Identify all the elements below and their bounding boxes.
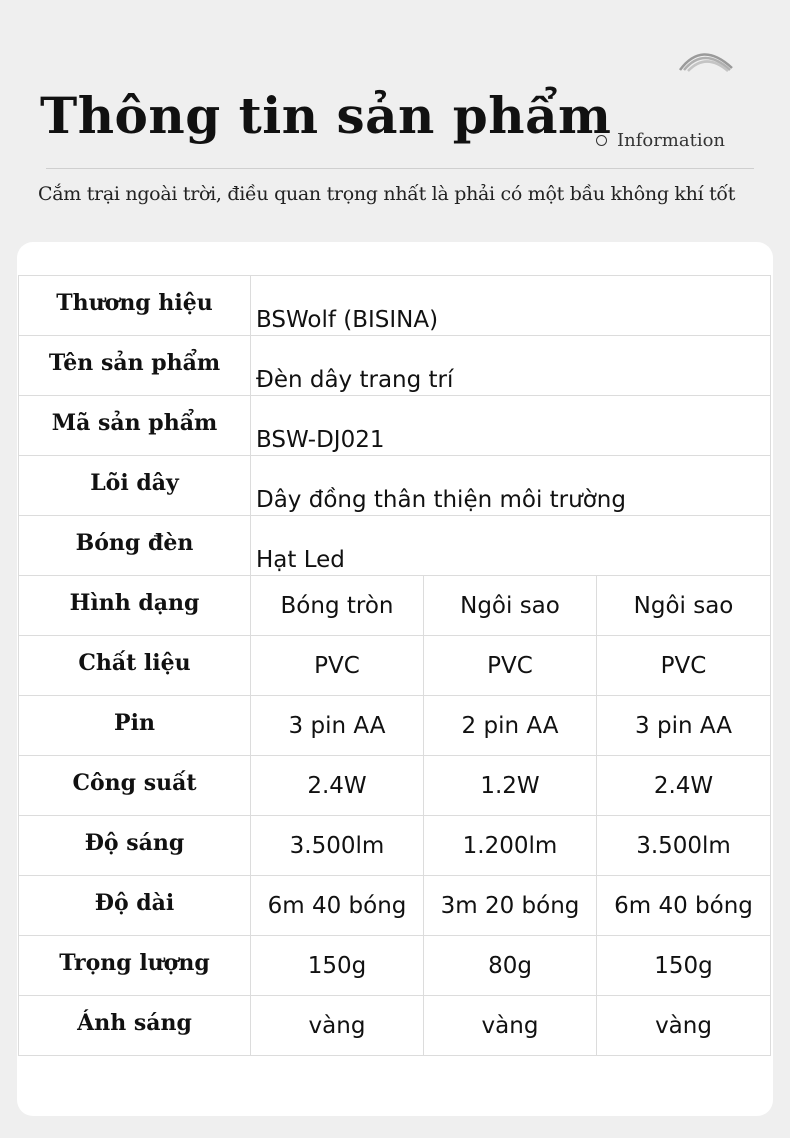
cell-value: PVC (424, 636, 597, 696)
cell-value: 150g (597, 936, 771, 996)
circle-icon (596, 135, 607, 146)
cell-value: PVC (597, 636, 771, 696)
page-title: Thông tin sản phẩm (40, 86, 612, 145)
row-label: Trọng lượng (19, 936, 251, 996)
row-label: Độ sáng (19, 816, 251, 876)
cell-value: Ngôi sao (597, 576, 771, 636)
cell-value: 150g (251, 936, 424, 996)
header-divider (46, 168, 754, 169)
table-row (19, 996, 771, 1056)
cell-value: 3 pin AA (251, 696, 424, 756)
cell-value: Bóng tròn (251, 576, 424, 636)
table-row (19, 696, 771, 756)
cell-value: 1.200lm (424, 816, 597, 876)
table-row (19, 456, 771, 516)
row-value: Đèn dây trang trí (251, 336, 771, 396)
cell-value: vàng (597, 996, 771, 1056)
row-label: Độ dài (19, 876, 251, 936)
table-row (19, 936, 771, 996)
subtitle: Cắm trại ngoài trời, điều quan trọng nhất là phải có một bầu không khí tốt (38, 183, 736, 205)
row-label: Lõi dây (19, 456, 251, 516)
information-tag (596, 130, 725, 151)
row-label: Ánh sáng (19, 996, 251, 1056)
cell-value: 3.500lm (251, 816, 424, 876)
table-row (19, 756, 771, 816)
cell-value: 2.4W (251, 756, 424, 816)
table-row (19, 636, 771, 696)
wave-logo-icon (678, 40, 734, 74)
row-label: Pin (19, 696, 251, 756)
table-row (19, 816, 771, 876)
cell-value: 2.4W (597, 756, 771, 816)
row-label: Thương hiệu (19, 276, 251, 336)
row-value: BSW-DJ021 (251, 396, 771, 456)
row-label: Chất liệu (19, 636, 251, 696)
cell-value: 3.500lm (597, 816, 771, 876)
cell-value: 3 pin AA (597, 696, 771, 756)
cell-value: Ngôi sao (424, 576, 597, 636)
row-value: Hạt Led (251, 516, 771, 576)
table-row (19, 876, 771, 936)
cell-value: 2 pin AA (424, 696, 597, 756)
cell-value: vàng (424, 996, 597, 1056)
row-label: Hình dạng (19, 576, 251, 636)
table-row (19, 576, 771, 636)
table-row (19, 276, 771, 336)
cell-value: 1.2W (424, 756, 597, 816)
table-row (19, 516, 771, 576)
cell-value: 6m 40 bóng (597, 876, 771, 936)
row-label: Bóng đèn (19, 516, 251, 576)
cell-value: PVC (251, 636, 424, 696)
information-label: Information (617, 130, 726, 151)
cell-value: 6m 40 bóng (251, 876, 424, 936)
row-value: Dây đồng thân thiện môi trường (251, 456, 771, 516)
row-value: BSWolf (BISINA) (251, 276, 771, 336)
cell-value: 80g (424, 936, 597, 996)
table-row (19, 336, 771, 396)
row-label: Mã sản phẩm (19, 396, 251, 456)
table-row (19, 396, 771, 456)
cell-value: vàng (251, 996, 424, 1056)
row-label: Công suất (19, 756, 251, 816)
spec-table (18, 275, 771, 1056)
cell-value: 3m 20 bóng (424, 876, 597, 936)
row-label: Tên sản phẩm (19, 336, 251, 396)
